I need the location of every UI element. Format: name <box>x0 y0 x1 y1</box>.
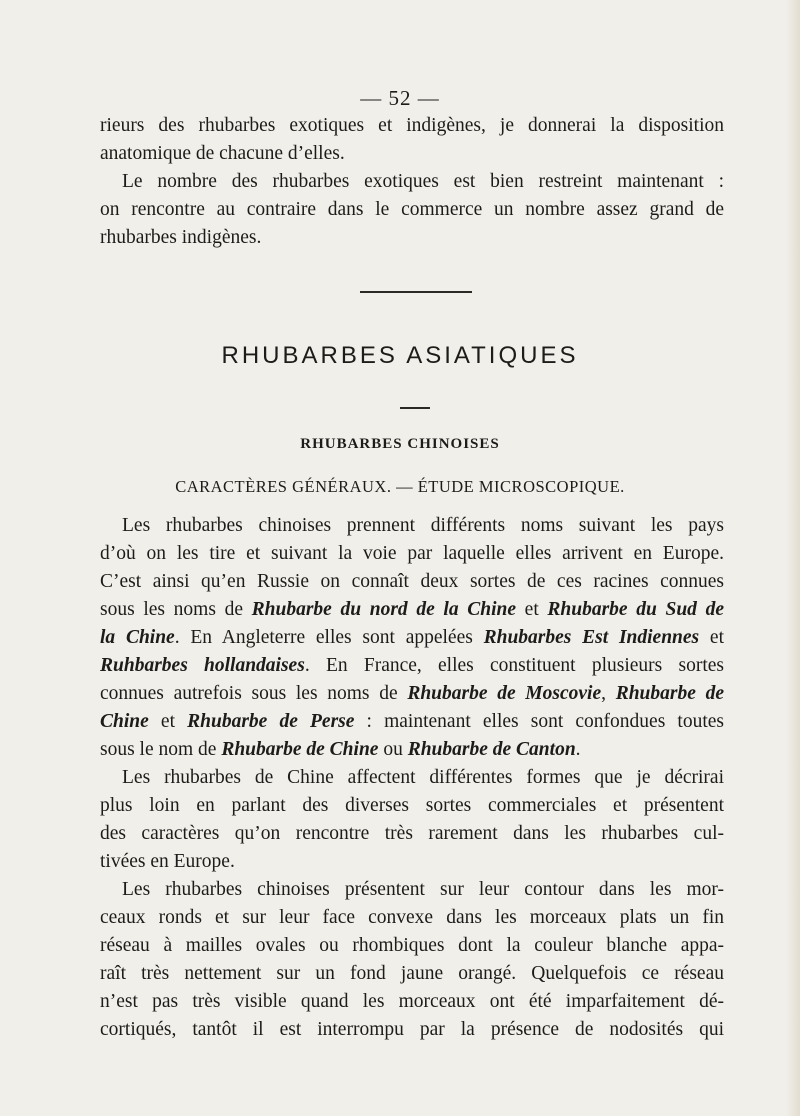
italic-term: la Chine <box>100 627 175 648</box>
subsection-title: RHUBARBES CHINOISES <box>300 436 500 452</box>
text-line <box>100 736 724 764</box>
intro-line: on rencontre au contraire dans le commerce un nombre assez grand de <box>100 199 724 220</box>
page-number: — 52 — <box>360 86 440 110</box>
text-line: cortiqués, tantôt il est interrompu par la présence de nodosités qui <box>100 1019 724 1040</box>
text-line: Les rhubarbes de Chine affectent différentes formes que je décrirai <box>122 767 724 788</box>
text-run: : maintenant elles sont confondues toutes <box>354 711 725 732</box>
text-line <box>100 708 724 736</box>
intro-line: rhubarbes indigènes. <box>100 227 262 248</box>
section-title: RHUBARBES ASIATIQUES <box>221 342 579 369</box>
text-run: sous les noms de <box>100 599 252 620</box>
text-run: , <box>601 683 616 704</box>
text-run: . <box>575 739 581 760</box>
text-line: n’est pas très visible quand les morceaux ont été imparfaitement dé- <box>100 991 724 1012</box>
section-divider <box>360 291 472 293</box>
italic-term: Rhubarbe du Sud de <box>547 599 724 620</box>
section-caption: CARACTÈRES GÉNÉRAUX. — ÉTUDE MICROSCOPIQUE. <box>175 477 625 496</box>
intro-line: Le nombre des rhubarbes exotiques est bien restreint maintenant : <box>122 171 724 192</box>
text-line: tivées en Europe. <box>100 851 235 872</box>
text-line: plus loin en parlant des diverses sortes commerciales et présentent <box>100 795 724 816</box>
text-run: . En France, elles constituent plusieurs sortes <box>304 655 724 676</box>
intro-line: rieurs des rhubarbes exotiques et indigènes, je donnerai la disposition <box>100 115 724 136</box>
text-run: et <box>699 627 725 648</box>
text-line: raît très nettement sur un fond jaune orangé. Quelquefois ce réseau <box>100 963 724 984</box>
text-run: et <box>516 599 548 620</box>
text-line: d’où on les tire et suivant la voie par laquelle elles arrivent en Europe. <box>100 543 724 564</box>
italic-term: Chine <box>100 711 149 732</box>
text-line: Les rhubarbes chinoises prennent différents noms suivant les pays <box>122 515 724 536</box>
text-line <box>100 680 724 708</box>
text-run: et <box>148 711 188 732</box>
italic-term: Rhubarbe de Perse <box>187 711 355 732</box>
text-line: réseau à mailles ovales ou rhombiques dont la couleur blanche appa- <box>100 935 724 956</box>
text-line: ceaux ronds et sur leur face convexe dans les morceaux plats un fin <box>100 907 724 928</box>
text-line <box>100 624 724 652</box>
italic-term: Rhubarbe de Chine <box>221 739 379 760</box>
italic-term: Ruhbarbes hollandaises <box>100 655 305 676</box>
intro-line: anatomique de chacune d’elles. <box>100 143 345 164</box>
text-run: . En Angleterre elles sont appelées <box>174 627 484 648</box>
text-line: Les rhubarbes chinoises présentent sur leur contour dans les mor- <box>122 879 724 900</box>
text-run: connues autrefois sous les noms de <box>100 683 408 704</box>
italic-term: Rhubarbe de <box>615 683 724 704</box>
text-line <box>100 596 724 624</box>
short-divider <box>400 407 430 409</box>
italic-term: Rhubarbes Est Indiennes <box>483 627 700 648</box>
italic-term: Rhubarbe de Canton <box>407 739 576 760</box>
text-line: C’est ainsi qu’en Russie on connaît deux sortes de ces racines connues <box>100 571 724 592</box>
text-line: des caractères qu’on rencontre très rarement dans les rhubarbes cul- <box>100 823 724 844</box>
page-edge-shadow <box>786 0 800 1116</box>
text-line <box>100 652 724 680</box>
italic-term: Rhubarbe de Moscovie <box>407 683 602 704</box>
text-run: ou <box>378 739 408 760</box>
text-run: sous le nom de <box>100 739 222 760</box>
italic-term: Rhubarbe du nord de la Chine <box>251 599 516 620</box>
